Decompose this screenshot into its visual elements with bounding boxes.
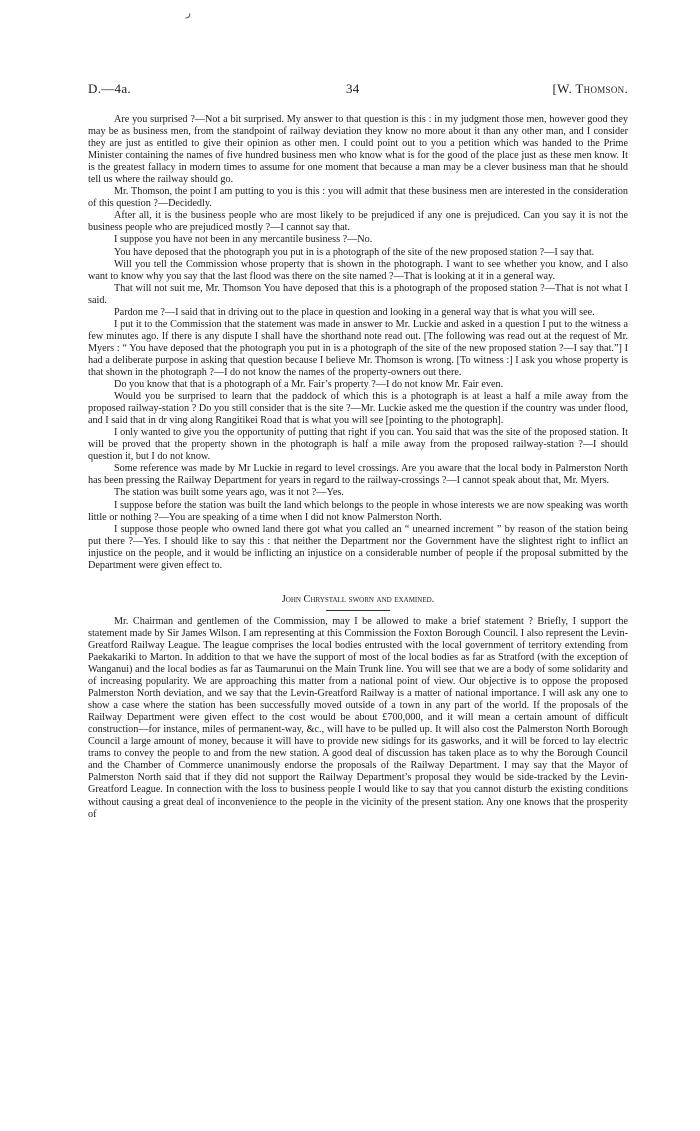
paragraph: I suppose you have not been in any mercantile business ?—No.	[114, 234, 373, 246]
paragraph: You have deposed that the photograph you put in is a photograph of the site of the new proposed station ?—I say that.	[114, 246, 595, 258]
paragraph: That will not suit me, Mr. Thomson You have deposed that this is a photograph of the proposed station ?—That is not what I said.	[88, 282, 628, 306]
paragraph: Are you surprised ?—Not a bit surprised. My answer to that question is this : in my judgment those men, however good they may be as business men, from the standpoint of railway deviation they know no more about it than any other man, and I consider they are just as entitled to give their opinion as other men. I could point out to you a petition which was handed to the Prime Minister containing the names of five hundred business men who know what is for the good of the place just as these men know. It is the greatest fallacy in modern times to assume for one moment that because a man may be a clever business man that he should tell us where the railway should go.	[88, 114, 628, 186]
paragraph: The station was built some years ago, was it not ?—Yes.	[114, 487, 344, 499]
paragraph: Will you tell the Commission whose property that is shown in the photograph. I want to see whether you know, and I also want to know why you say that the last flood was there on the site named ?—That is looking at it in a general way.	[88, 258, 628, 282]
paragraph: I only wanted to give you the opportunity of putting that right if you can. You said that was the site of the proposed station. It will be proved that the property shown in the photograph is half a mile away from the proposed railway-station ?—I should question it, but I do not know.	[88, 427, 628, 463]
paragraph: Do you know that that is a photograph of a Mr. Fair’s property ?—I do not know Mr. Fair even.	[114, 379, 504, 391]
paragraph: Pardon me ?—I said that in driving out to the place in question and looking in a general way that is what you will see.	[114, 306, 595, 318]
paragraph: Some reference was made by Mr Luckie in regard to level crossings. Are you aware that the local body in Palmerston North has been pressing the Railway Department for years in regard to the railway-crossings ?—I cannot speak about that, Mr. Myers.	[88, 463, 628, 487]
paragraph: I suppose before the station was built the land which belongs to the people in whose interests we are now speaking was worth little or nothing ?—You are speaking of a time when I did not know Palmerston North.	[88, 499, 628, 523]
page-number: 34	[346, 81, 360, 96]
paragraph: I put it to the Commission that the statement was made in answer to Mr. Luckie and asked in a question I put to the witness a few minutes ago. If there is any dispute I shall have the shorthand note read out. [The following was read out at the request of Mr. Myers : “ You have deposed that the photograph you put in is a photograph of the site of the new proposed station ?—I say that.”] I had a deliberate purpose in asking that question because I believe Mr. Thomson is wrong. [To witness :] I ask you whose property is that shown in the photograph ?—I do not know the names of the property-owners out there.	[88, 318, 628, 378]
paragraph: Would you be surprised to learn that the paddock of which this is a photograph is at least a half a mile away from the proposed railway-station ? Do you still consider that is the site ?—Mr. Luckie asked me the question if the country was under flood, and I said that in dr ving along Rangitikei Road that is what you will see [pointing to the photograph].	[88, 391, 628, 427]
witness-name-header: [W. Thomson.	[552, 81, 628, 96]
paragraph: Mr. Thomson, the point I am putting to you is this : you will admit that these business men are interested in the consideration of this question ?—Decidedly.	[88, 186, 628, 210]
document-body	[88, 114, 628, 821]
paragraph: After all, it is the business people who are most likely to be prejudiced if any one is prejudiced. Can you say it is not the business people who are prejudiced mostly ?—I cannot say that.	[88, 210, 628, 234]
paragraph: I suppose those people who owned land there got what you called an “ unearned increment ” by reason of the station being put there ?—Yes. I should like to say this : that neither the Department nor the Government have the slightest right to inflict an injustice on the people, and it would be inflicting an injustice on a considerable number of people if the proposal submitted by the Department were given effect to.	[88, 523, 628, 571]
document-reference: D.—4a.	[88, 81, 131, 96]
corner-mark: ر	[186, 8, 191, 19]
paragraph: Mr. Chairman and gentlemen of the Commission, may I be allowed to make a brief statement ? Briefly, I support the statement made by Sir James Wilson. I am representing at this Commission the Foxton Borough Council. I also represent the Levin-Greatford Railway League. The league comprises the local bodies entrusted with the local government of territory extending from Paekakariki to Marton. In addition to that we have the support of most of the local bodies as far as Stratford (with the exception of Wanganui) and the local bodies as far as Taumarunui on the Main Trunk line. You will see that we are a body of some solidarity and of increasing popularity. We are approaching this matter from a national point of view. Our objective is to oppose the proposed Palmerston North deviation, and we say that the Levin-Greatford Railway is a matter of national importance. I will ask any one to show a case where the station has been successfully moved outside of a town in any part of the world. If the proposals of the Railway Department were given effect to the cost would be about £700,000, and it will mean a certain amount of difficult construction—for instance, miles of permanent-way, &c., will have to be pulled up. It will also cost the Palmerston North Borough Council a large amount of money, because it will have to provide new sidings for its gasworks, and it will be forced to lay electric trams to convey the people to and from the new station. A good deal of discussion has taken place as to why the Borough Council and the Chamber of Commerce unanimously endorse the proposals of the Railway Department. I may say that the Mayor of Palmerston North said that if they did not support the Railway Department’s proposal they would be side-tracked by the Levin-Greatford League. In connection with the loss to business people I would like to say that you cannot disturb the existing conditions without causing a great deal of inconvenience to the people in the vicinity of the present station. Any one knows that the prosperity of	[88, 615, 628, 820]
section-heading: John Chrystall sworn and examined.	[281, 593, 435, 605]
page-header	[88, 81, 628, 99]
section-divider	[326, 610, 390, 611]
